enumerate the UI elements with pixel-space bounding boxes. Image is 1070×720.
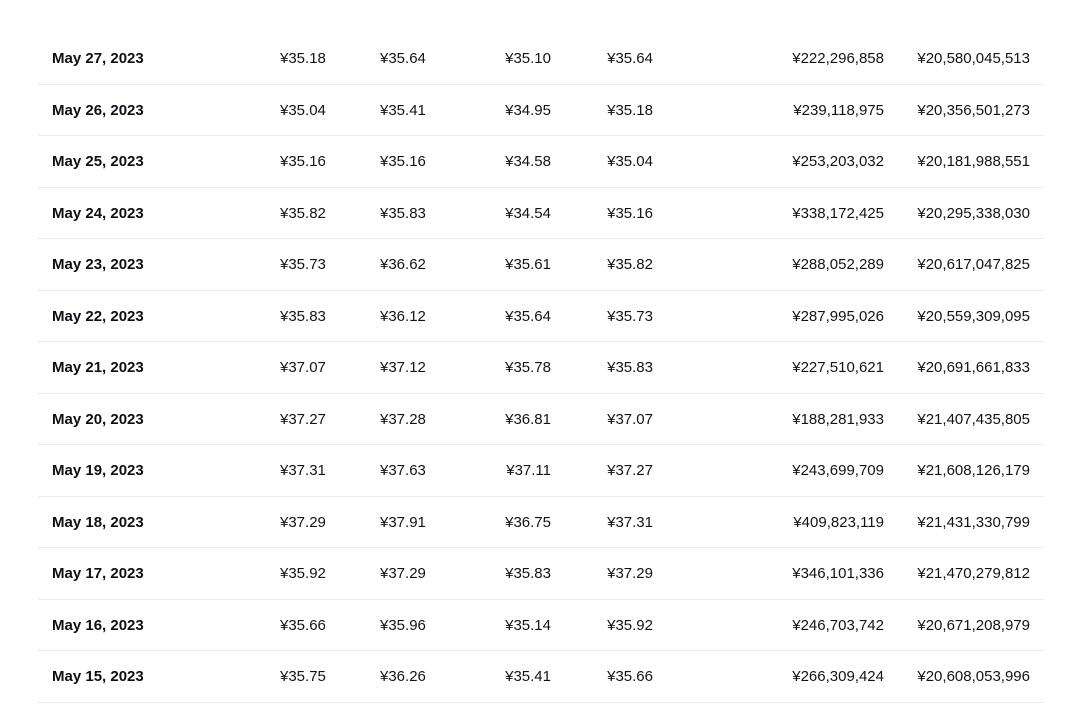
high-cell: ¥35.83 — [380, 204, 426, 222]
market-cap-cell: ¥20,617,047,825 — [917, 256, 1030, 273]
date-cell: May 17, 2023 — [52, 565, 144, 582]
date-cell: May 25, 2023 — [52, 153, 144, 170]
open-cell: ¥35.66 — [280, 616, 326, 634]
volume-cell: ¥239,118,975 — [793, 101, 884, 119]
close-cell: ¥37.31 — [607, 513, 653, 531]
low-cell: ¥35.61 — [505, 256, 551, 273]
close-cell: ¥35.18 — [607, 101, 653, 119]
open-cell: ¥35.92 — [280, 565, 326, 582]
volume-cell: ¥266,309,424 — [792, 668, 884, 685]
date-cell: May 23, 2023 — [52, 256, 144, 273]
close-cell: ¥35.92 — [607, 616, 653, 634]
open-cell: ¥37.31 — [280, 462, 326, 479]
volume-cell: ¥338,172,425 — [792, 204, 884, 222]
date-cell: May 22, 2023 — [52, 307, 144, 325]
high-cell: ¥37.63 — [380, 462, 426, 479]
table-row — [38, 342, 1044, 394]
low-cell: ¥35.83 — [505, 565, 551, 582]
close-cell: ¥37.29 — [607, 565, 653, 582]
volume-cell: ¥227,510,621 — [792, 359, 884, 376]
high-cell: ¥35.64 — [380, 50, 426, 67]
price-history-table — [38, 33, 1044, 703]
high-cell: ¥37.28 — [380, 410, 426, 428]
low-cell: ¥36.81 — [505, 410, 551, 428]
table-row — [38, 239, 1044, 291]
date-cell: May 27, 2023 — [52, 50, 144, 67]
high-cell: ¥37.91 — [380, 513, 426, 531]
volume-cell: ¥243,699,709 — [792, 462, 884, 479]
table-row — [38, 136, 1044, 188]
table-row — [38, 445, 1044, 497]
table-row — [38, 33, 1044, 85]
open-cell: ¥35.04 — [280, 101, 326, 119]
high-cell: ¥37.12 — [380, 359, 426, 376]
open-cell: ¥35.73 — [280, 256, 326, 273]
market-cap-cell: ¥20,181,988,551 — [917, 153, 1030, 170]
open-cell: ¥35.83 — [280, 307, 326, 325]
date-cell: May 26, 2023 — [52, 101, 144, 119]
high-cell: ¥36.26 — [380, 668, 426, 685]
market-cap-cell: ¥20,671,208,979 — [917, 616, 1030, 634]
table-row — [38, 600, 1044, 652]
table-row — [38, 85, 1044, 137]
table-row — [38, 291, 1044, 343]
market-cap-cell: ¥21,470,279,812 — [917, 565, 1030, 582]
high-cell: ¥35.16 — [380, 153, 426, 170]
low-cell: ¥34.54 — [505, 204, 551, 222]
table-row — [38, 188, 1044, 240]
open-cell: ¥35.16 — [280, 153, 326, 170]
high-cell: ¥35.41 — [380, 101, 426, 119]
volume-cell: ¥188,281,933 — [792, 410, 884, 428]
open-cell: ¥37.07 — [280, 359, 326, 376]
close-cell: ¥35.16 — [607, 204, 653, 222]
high-cell: ¥36.12 — [380, 307, 426, 325]
market-cap-cell: ¥20,691,661,833 — [917, 359, 1030, 376]
volume-cell: ¥253,203,032 — [792, 153, 884, 170]
close-cell: ¥35.66 — [607, 668, 653, 685]
close-cell: ¥35.83 — [607, 359, 653, 376]
market-cap-cell: ¥21,431,330,799 — [917, 513, 1030, 531]
market-cap-cell: ¥21,407,435,805 — [917, 410, 1030, 428]
table-row — [38, 497, 1044, 549]
low-cell: ¥35.41 — [505, 668, 551, 685]
volume-cell: ¥287,995,026 — [792, 307, 884, 325]
high-cell: ¥35.96 — [380, 616, 426, 634]
open-cell: ¥37.29 — [280, 513, 326, 531]
market-cap-cell: ¥20,608,053,996 — [917, 668, 1030, 685]
volume-cell: ¥346,101,336 — [792, 565, 884, 582]
close-cell: ¥35.82 — [607, 256, 653, 273]
high-cell: ¥37.29 — [380, 565, 426, 582]
open-cell: ¥35.18 — [280, 50, 326, 67]
date-cell: May 21, 2023 — [52, 359, 144, 376]
low-cell: ¥35.14 — [505, 616, 551, 634]
date-cell: May 24, 2023 — [52, 204, 144, 222]
low-cell: ¥35.78 — [505, 359, 551, 376]
low-cell: ¥36.75 — [505, 513, 551, 531]
close-cell: ¥37.07 — [607, 410, 653, 428]
date-cell: May 18, 2023 — [52, 513, 144, 531]
open-cell: ¥37.27 — [280, 410, 326, 428]
table-row — [38, 394, 1044, 446]
low-cell: ¥35.64 — [505, 307, 551, 325]
market-cap-cell: ¥20,580,045,513 — [917, 50, 1030, 67]
close-cell: ¥35.73 — [607, 307, 653, 325]
open-cell: ¥35.75 — [280, 668, 326, 685]
table-row — [38, 548, 1044, 600]
market-cap-cell: ¥21,608,126,179 — [917, 462, 1030, 479]
volume-cell: ¥246,703,742 — [792, 616, 884, 634]
market-cap-cell: ¥20,295,338,030 — [917, 204, 1030, 222]
market-cap-cell: ¥20,559,309,095 — [917, 307, 1030, 325]
volume-cell: ¥409,823,119 — [793, 513, 884, 531]
open-cell: ¥35.82 — [280, 204, 326, 222]
date-cell: May 15, 2023 — [52, 668, 144, 685]
close-cell: ¥35.04 — [607, 153, 653, 170]
date-cell: May 20, 2023 — [52, 410, 144, 428]
low-cell: ¥34.58 — [505, 153, 551, 170]
close-cell: ¥37.27 — [607, 462, 653, 479]
volume-cell: ¥222,296,858 — [792, 50, 884, 67]
high-cell: ¥36.62 — [380, 256, 426, 273]
low-cell: ¥37.11 — [506, 462, 551, 479]
date-cell: May 16, 2023 — [52, 616, 144, 634]
market-cap-cell: ¥20,356,501,273 — [917, 101, 1030, 119]
low-cell: ¥35.10 — [505, 50, 551, 67]
close-cell: ¥35.64 — [607, 50, 653, 67]
table-row — [38, 651, 1044, 703]
date-cell: May 19, 2023 — [52, 462, 144, 479]
volume-cell: ¥288,052,289 — [792, 256, 884, 273]
low-cell: ¥34.95 — [505, 101, 551, 119]
